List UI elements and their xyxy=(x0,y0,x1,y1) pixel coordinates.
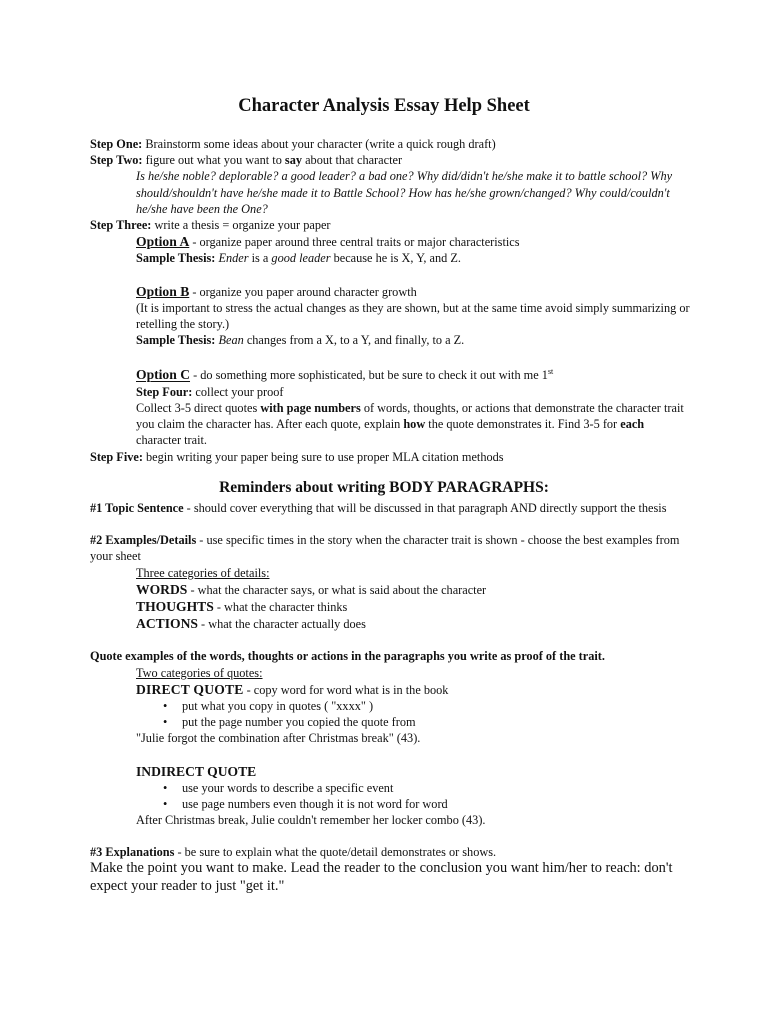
direct-bullets xyxy=(136,698,690,730)
quote-instruction: Quote examples of the words, thoughts or actions in the paragraphs you write as proof of the trait. xyxy=(90,649,605,664)
step-two-label: Step Two: xyxy=(90,153,143,168)
step-four-label: Step Four: xyxy=(136,384,193,399)
reminders-heading: Reminders about writing BODY PARAGRAPHS: xyxy=(219,479,549,496)
direct-example: "Julie forgot the combination after Christmas break" (43). xyxy=(136,731,421,746)
option-a-label: Option A xyxy=(136,234,190,250)
four-bold-b: how xyxy=(403,417,426,432)
sample-thesis-b xyxy=(136,332,690,348)
actions-label: ACTIONS xyxy=(136,616,198,632)
option-b-label: Option B xyxy=(136,283,190,299)
direct-quote xyxy=(136,681,690,698)
step-four-detail xyxy=(136,400,690,449)
explanations-label: #3 Explanations xyxy=(90,845,175,860)
closing-text: Make the point you want to make. Lead the reader to the conclusion you want him/her to reach: don't expect your reader to just "get it." xyxy=(90,860,673,895)
thoughts-text: - what the character thinks xyxy=(213,600,348,615)
details-categories xyxy=(90,565,690,633)
thesis-b-end: changes from a X, to a Y, and finally, to a Z. xyxy=(243,333,465,348)
list-item: • use page numbers even though it is not word for word xyxy=(136,796,690,812)
four-detail-b: of words, thoughts, or actions that demonstrate the character trait you claim the character has. After each quote, explain xyxy=(136,400,684,432)
four-detail-c: the quote demonstrates it. Find 3-5 for xyxy=(425,417,621,432)
option-a-block xyxy=(90,233,690,448)
step-three-label: Step Three: xyxy=(90,218,152,233)
step-five xyxy=(90,449,690,465)
step-two-say: say xyxy=(284,153,303,168)
option-b-text: - organize you paper around character growth xyxy=(189,284,417,299)
four-bold-c: each xyxy=(620,417,645,432)
list-item: • put what you copy in quotes ( "xxxx" ) xyxy=(136,698,690,714)
thesis-a-name: Ender xyxy=(218,251,249,266)
step-five-text: begin writing your paper being sure to use proper MLA citation methods xyxy=(142,449,504,464)
indirect-example: After Christmas break, Julie couldn't remember her locker combo (43). xyxy=(136,813,486,828)
examples-details xyxy=(90,532,690,564)
step-three xyxy=(90,217,690,233)
page-title: Character Analysis Essay Help Sheet xyxy=(238,96,530,116)
topic-text: - should cover everything that will be discussed in that paragraph AND directly support the thesis xyxy=(183,501,667,515)
sample-thesis-label: Sample Thesis: xyxy=(136,251,216,266)
option-c-text: - do something more sophisticated, but be sure to check it out with me 1 xyxy=(190,368,548,383)
step-two-text-b: about that character xyxy=(302,153,403,168)
direct-text: - copy word for word what is in the book xyxy=(243,682,449,697)
option-c xyxy=(136,364,690,383)
examples-text: - use specific times in the story when the character trait is shown - choose the best examples from your sheet xyxy=(90,533,680,564)
option-b-note: (It is important to stress the actual changes as they are shown, but at the same time avoid simply summarizing or retelling the story.) xyxy=(136,300,690,332)
step-two-questions: Is he/she noble? deplorable? a good leader? a bad one? Why did/didn't he/she make it to battle school? Why should/shouldn't have he/she made it to Battle School? How has he/she grown/changed? Why could/couldn't he/she have been the One? xyxy=(136,169,673,216)
option-b xyxy=(136,283,690,300)
step-one-label: Step One: xyxy=(90,137,143,151)
topic-sentence xyxy=(90,500,690,516)
category-words xyxy=(136,581,690,598)
quote-categories-heading: Two categories of quotes: xyxy=(136,665,263,680)
category-actions xyxy=(136,615,690,632)
words-label: WORDS xyxy=(136,581,188,597)
topic-label: #1 Topic Sentence xyxy=(90,501,184,515)
thesis-a-mid: is a xyxy=(248,251,272,266)
thesis-b-name: Bean xyxy=(218,333,244,348)
list-item: • use your words to describe a specific event xyxy=(136,780,690,796)
sample-thesis-a xyxy=(136,250,690,266)
option-a xyxy=(136,233,690,250)
step-two-text-a: figure out what you want to xyxy=(142,153,285,168)
category-thoughts xyxy=(136,598,690,615)
four-detail-a: Collect 3-5 direct quotes xyxy=(136,400,261,415)
step-four-text: collect your proof xyxy=(192,384,284,399)
thesis-a-trait: good leader xyxy=(271,251,331,266)
indirect-label: INDIRECT QUOTE xyxy=(136,763,257,779)
list-item: • put the page number you copied the quote from xyxy=(136,714,690,730)
words-text: - what the character says, or what is said about the character xyxy=(187,582,487,597)
categories-heading: Three categories of details: xyxy=(136,565,270,580)
thesis-a-end: because he is X, Y, and Z. xyxy=(330,251,461,266)
steps-section xyxy=(90,136,690,465)
step-one xyxy=(90,136,690,152)
actions-text: - what the character actually does xyxy=(197,617,366,632)
step-four xyxy=(136,384,690,400)
examples-label: #2 Examples/Details xyxy=(90,533,197,548)
reminders-section xyxy=(90,500,690,896)
option-c-sup: st xyxy=(547,367,554,377)
thoughts-label: THOUGHTS xyxy=(136,599,214,615)
explanations xyxy=(90,844,690,860)
step-five-label: Step Five: xyxy=(90,449,143,464)
explanations-text: - be sure to explain what the quote/detail demonstrates or shows. xyxy=(174,845,497,860)
option-c-label: Option C xyxy=(136,367,191,383)
step-two xyxy=(90,152,690,168)
four-detail-d: character trait. xyxy=(136,433,207,448)
option-a-text: - organize paper around three central traits or major characteristics xyxy=(189,235,520,250)
four-bold-a: with page numbers xyxy=(260,400,361,415)
sample-thesis-label: Sample Thesis: xyxy=(136,333,216,348)
direct-label: DIRECT QUOTE xyxy=(136,681,244,697)
indirect-bullets xyxy=(136,780,690,812)
step-one-text: Brainstorm some ideas about your character (write a quick rough draft) xyxy=(142,137,496,151)
step-three-text: write a thesis = organize your paper xyxy=(151,218,331,233)
quote-categories xyxy=(90,665,690,829)
